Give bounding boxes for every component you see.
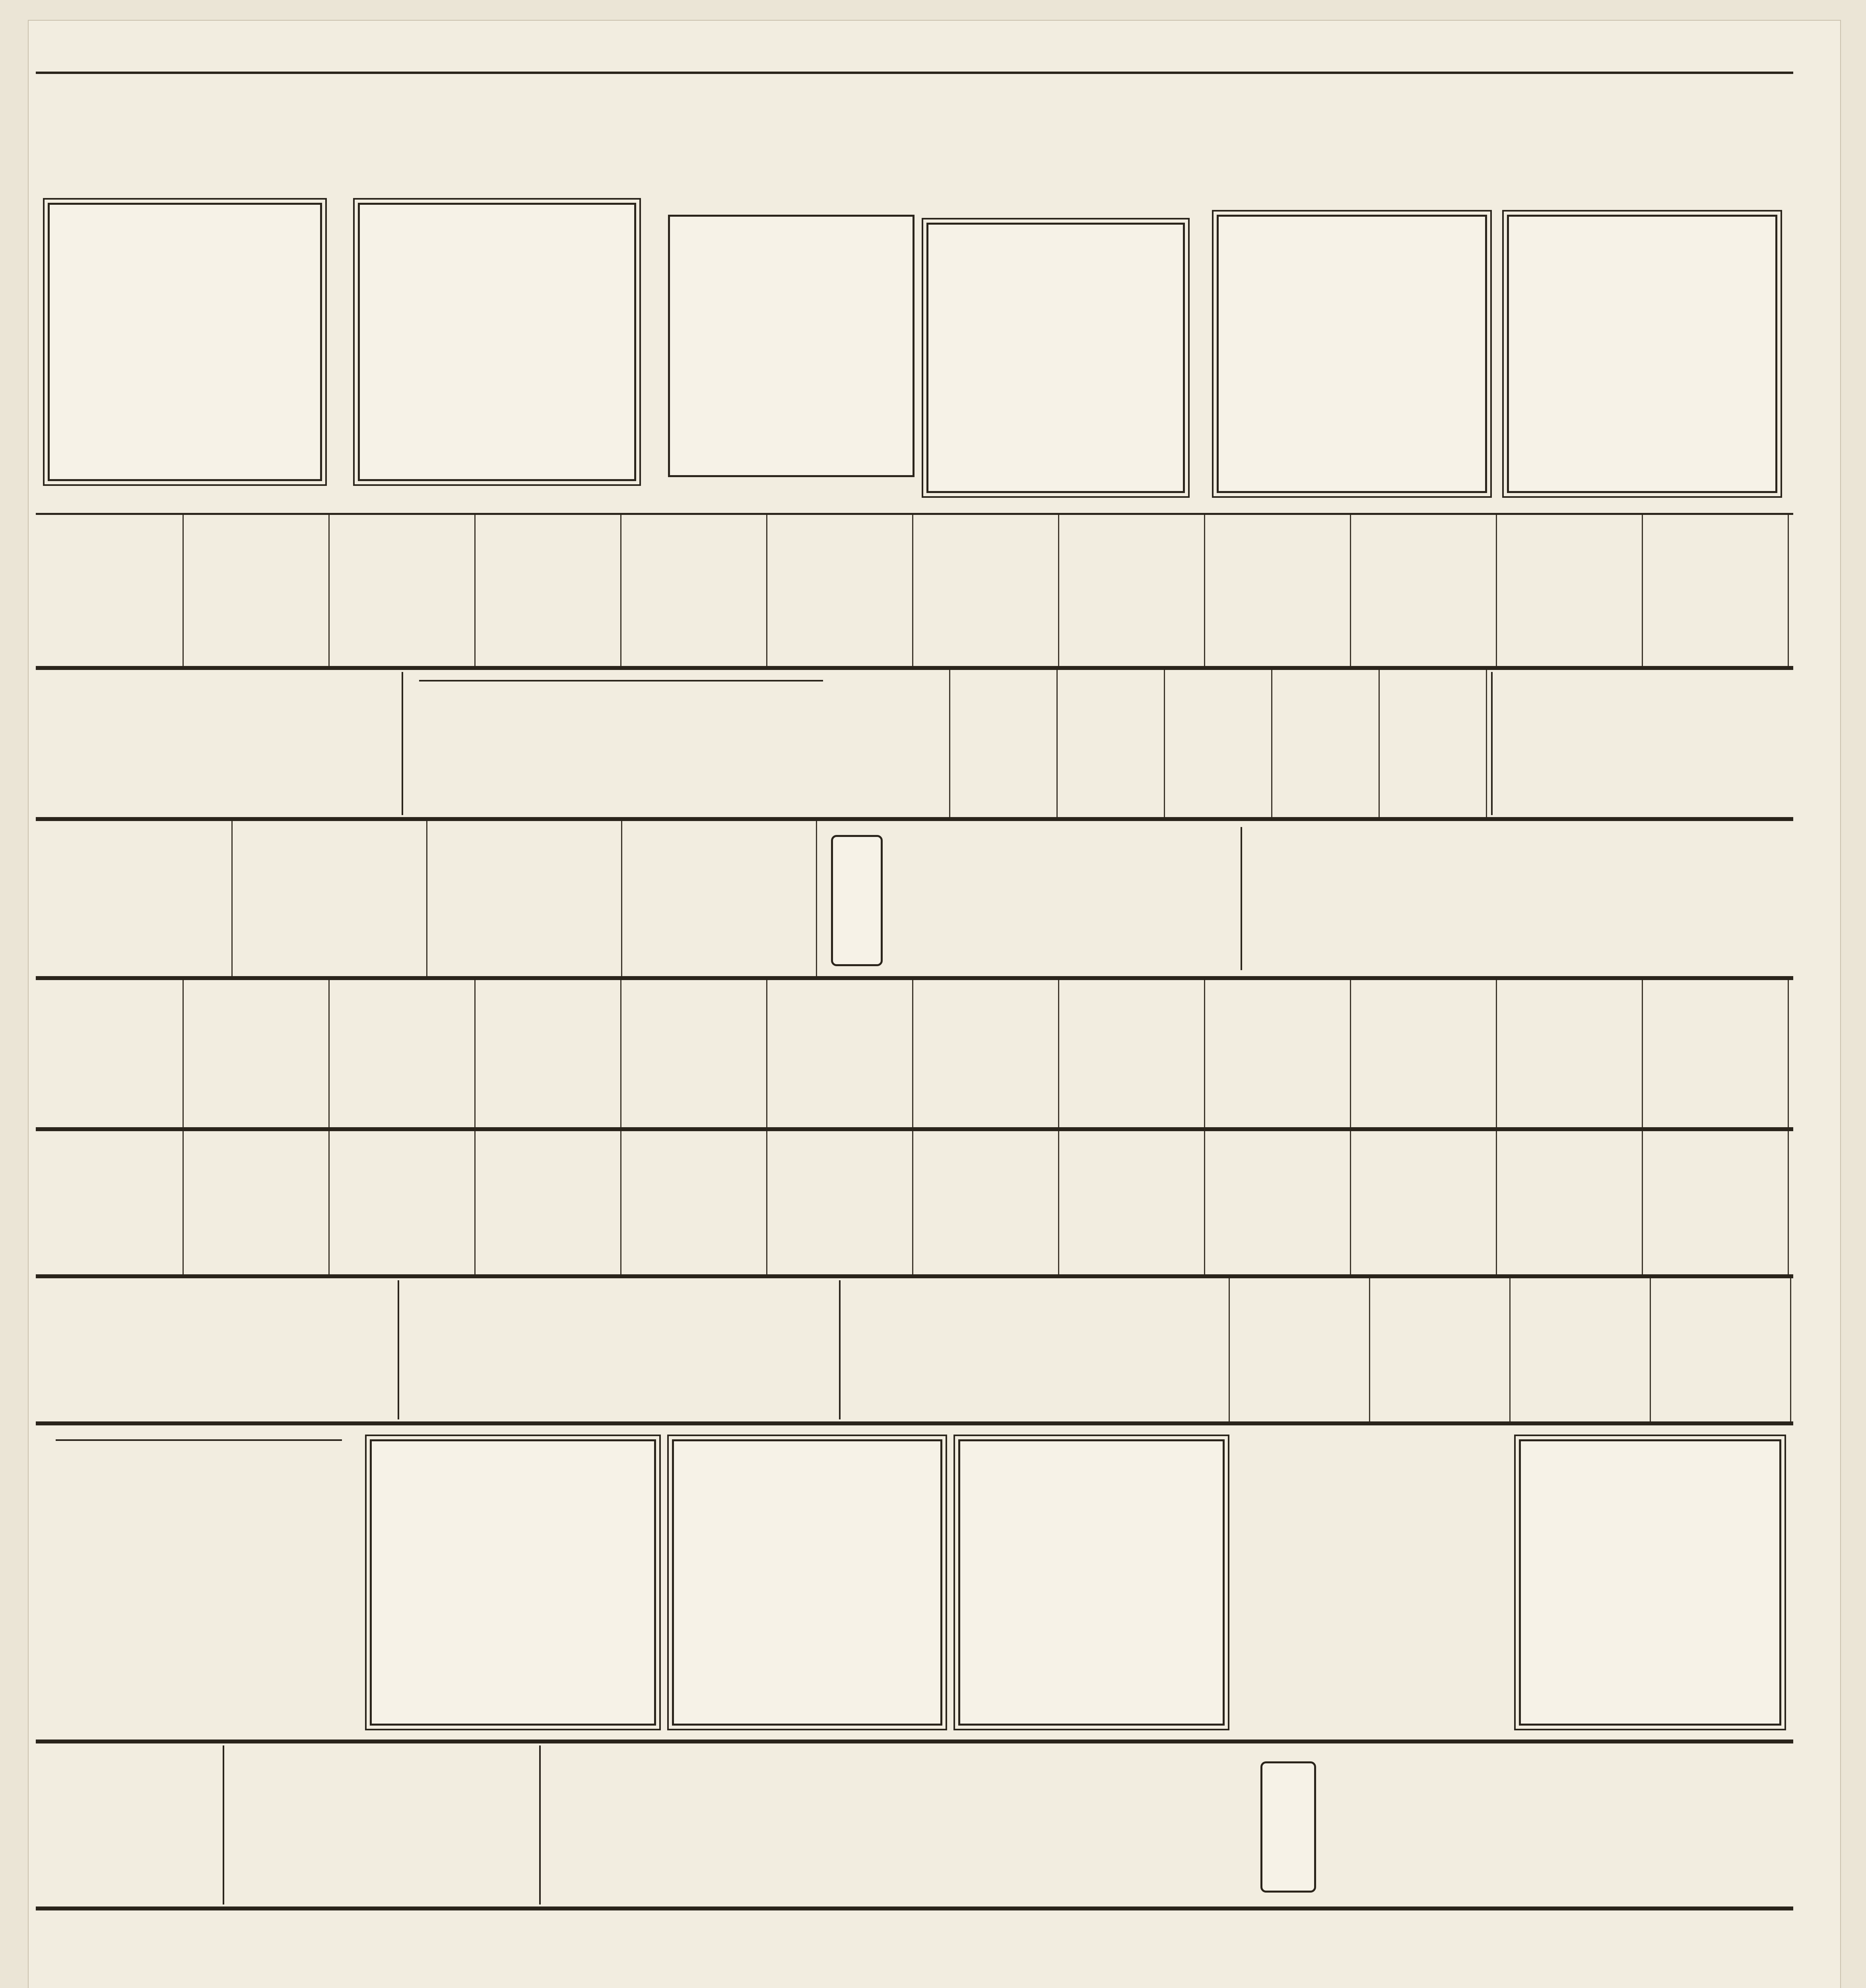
ad-male-worker-hiring <box>839 1280 1085 1419</box>
ad-room-wanted <box>223 1745 541 1905</box>
classified-ad <box>476 515 621 666</box>
classified-row7 <box>1089 1278 1791 1421</box>
classified-ad <box>38 980 184 1127</box>
classified-ad <box>330 980 476 1127</box>
ad-richmond-restaurant <box>48 203 322 481</box>
classified-ad <box>1205 980 1351 1127</box>
classified-ad <box>1272 670 1380 817</box>
ad-title <box>419 680 823 681</box>
classified-ad <box>38 1131 184 1274</box>
ad-leather-factory-hiring <box>370 1439 656 1726</box>
classified-ad <box>843 670 950 817</box>
classified-row5 <box>38 980 1791 1127</box>
classified-row6 <box>38 1131 1791 1274</box>
classified-ad <box>1351 980 1497 1127</box>
ad-business-opportunity <box>358 203 636 481</box>
classified-ad <box>330 515 476 666</box>
classified-row9-right <box>1324 1743 1791 1906</box>
classified-ad <box>1643 1131 1789 1274</box>
classified-ad <box>1165 670 1272 817</box>
classified-ad <box>1205 1131 1351 1274</box>
classified-ad <box>767 515 913 666</box>
classified-row9 <box>545 1743 1252 1906</box>
hiring-stamp <box>831 835 883 966</box>
classified-ad <box>1230 1278 1370 1421</box>
classified-ad <box>767 1131 913 1274</box>
ad-fruit-store-hiring <box>44 1431 354 1734</box>
classified-ad <box>1651 1278 1791 1421</box>
classified-row4 <box>38 821 817 976</box>
classified-ad <box>1497 980 1643 1127</box>
classified-ad <box>622 821 817 976</box>
classified-ad <box>1511 1278 1651 1421</box>
classified-ad <box>1059 515 1205 666</box>
classified-ad <box>1351 515 1497 666</box>
classified-ad <box>184 515 330 666</box>
classified-ad <box>950 670 1058 817</box>
for-rent-stamp <box>1260 1761 1316 1893</box>
ad-urgent-hiring <box>958 1439 1225 1726</box>
classified-ad <box>913 515 1059 666</box>
classified-ad <box>621 1131 767 1274</box>
classified-ad <box>767 980 913 1127</box>
ad-european-restaurant <box>895 827 1237 970</box>
classified-ad <box>621 980 767 1127</box>
classified-ad <box>1089 1278 1230 1421</box>
classified-ad <box>38 821 233 976</box>
classified-row2 <box>38 515 1791 666</box>
ad-donut-shop-hiring <box>672 1439 942 1726</box>
ad-fortune-opportunity <box>44 672 394 815</box>
ad-hallmark-hiring <box>44 1280 394 1419</box>
classified-ad <box>1059 980 1205 1127</box>
classified-ad <box>233 821 427 976</box>
ad-restaurant-urgent-sale <box>1241 827 1487 970</box>
ad-sportswear-factory <box>1217 215 1487 493</box>
classified-ad <box>427 821 622 976</box>
classified-row9-left <box>38 1743 221 1906</box>
classified-row3-mid <box>843 670 1487 817</box>
classified-ad <box>1059 1131 1205 1274</box>
classified-ad <box>1643 980 1789 1127</box>
classified-row10 <box>38 1910 1791 1988</box>
ad-pizza-business <box>668 215 915 477</box>
ad-sales-rep-hiring <box>1519 1439 1781 1726</box>
ad-phone <box>56 1435 342 1441</box>
classified-ad <box>1058 670 1165 817</box>
ad-garment-factory-hiring <box>398 1280 835 1419</box>
classified-ad <box>1380 670 1487 817</box>
masthead <box>36 24 1793 74</box>
ad-screen-printing <box>926 223 1185 493</box>
ad-production-workers <box>1237 1439 1507 1726</box>
classified-ad <box>1205 515 1351 666</box>
classified-ad <box>476 980 621 1127</box>
classified-ad <box>1643 515 1789 666</box>
classified-ad <box>1497 515 1643 666</box>
ad-citywide-sale <box>1491 672 1793 815</box>
ad-jinlu-restaurant <box>402 672 839 815</box>
classified-ad <box>913 980 1059 1127</box>
classified-ad <box>476 1131 621 1274</box>
classified-ad <box>913 1131 1059 1274</box>
classified-ad <box>1497 1131 1643 1274</box>
classified-ad <box>38 515 184 666</box>
classified-ad <box>1370 1278 1511 1421</box>
classified-ad <box>621 515 767 666</box>
classified-ad <box>330 1131 476 1274</box>
classified-ad <box>184 1131 330 1274</box>
ad-bus-stop-restaurant <box>1507 215 1777 493</box>
classified-ad <box>184 980 330 1127</box>
classified-ad <box>1351 1131 1497 1274</box>
